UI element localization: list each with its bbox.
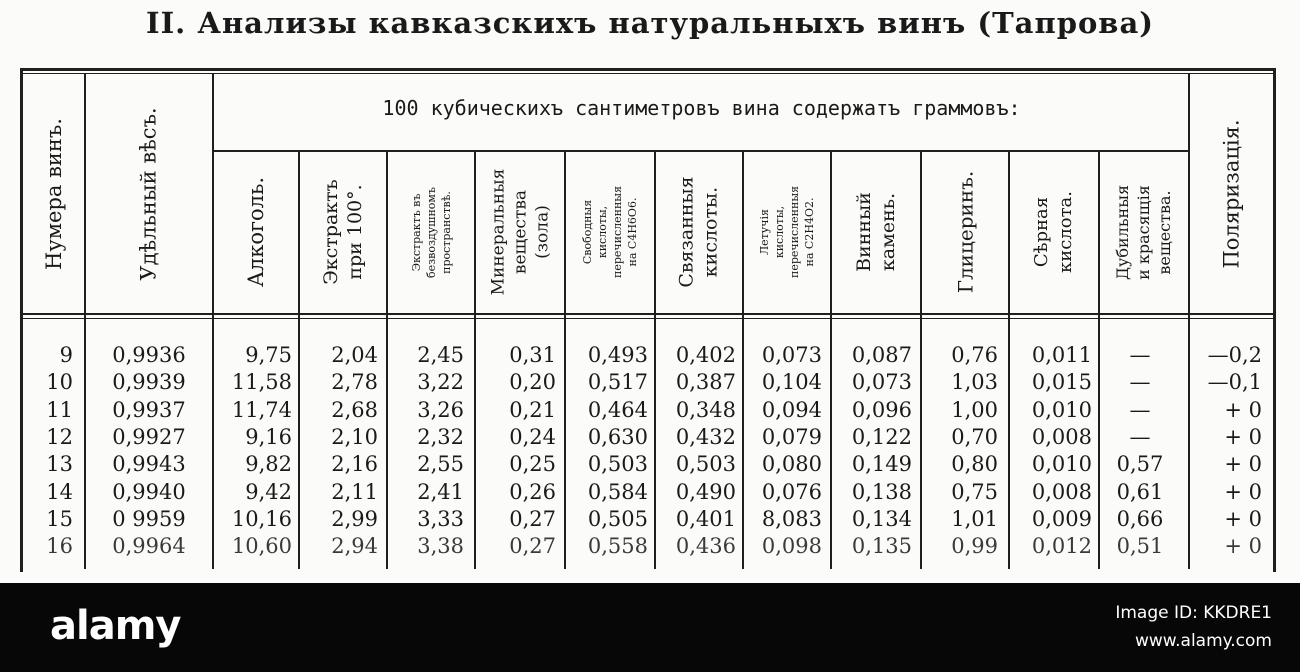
- table-cell-ash: 0,21: [509, 397, 556, 422]
- col-header-mineral-ash: [476, 152, 564, 312]
- col-header-volatile-acids-label: Летучія кислоты, перечисленныя на C2H4O2.: [758, 185, 816, 278]
- table-cell-sulf: 0,011: [1031, 343, 1092, 367]
- table-cell-boundacid: 0,503: [675, 452, 736, 477]
- table-cell-boundacid: 0,436: [675, 534, 736, 559]
- col-header-bound-acids: [656, 152, 742, 312]
- col-header-sulfuric-acid: [1010, 152, 1098, 312]
- table-cell-freeacid: 0,558: [587, 534, 648, 559]
- col-header-glycerin: [922, 152, 1008, 312]
- table-cell-ash: 0,27: [509, 534, 556, 559]
- table-cell-sulf: 0,008: [1031, 424, 1092, 449]
- table-cell-freeacid: 0,493: [587, 343, 648, 367]
- page-title: II. Анализы кавказскихъ натуральныхъ винъ (Тапрова): [146, 6, 1154, 40]
- table-cell-spec: 0,9964: [112, 534, 186, 559]
- table-cell-tartar: 0,138: [851, 479, 912, 504]
- table-cell-ext100: 2,11: [331, 479, 378, 504]
- table-cell-extvac: 3,22: [417, 370, 464, 395]
- table-cell-boundacid: 0,490: [675, 479, 736, 504]
- table-cell-spec: 0,9937: [112, 397, 186, 422]
- table-cell-tartar: 0,087: [851, 343, 912, 367]
- col-header-extract-100: [300, 152, 386, 312]
- table-cell-boundacid: 0,348: [675, 397, 736, 422]
- table-cell-polar: + 0: [1224, 452, 1262, 477]
- table-cell-num: 9: [59, 343, 73, 367]
- table-cell-num: 14: [46, 479, 73, 504]
- table-cell-sulf: 0,009: [1031, 506, 1092, 531]
- table-cell-polar: —0,2: [1207, 343, 1262, 367]
- table-cell-freeacid: 0,505: [587, 506, 648, 531]
- table-cell-spec: 0,9936: [112, 343, 186, 367]
- table-cell-tartar: 0,149: [851, 452, 912, 477]
- table-cell-ext100: 2,94: [331, 534, 378, 559]
- table-cell-tann: 0,66: [1116, 506, 1164, 531]
- col-header-specific-gravity: [86, 76, 212, 312]
- table-cell-polar: —0,1: [1207, 370, 1262, 395]
- table-cell-volacid: 0,094: [761, 397, 822, 422]
- table-cell-alc: 10,16: [231, 506, 292, 531]
- table-cell-glyc: 0,76: [951, 343, 998, 367]
- table-cell-volacid: 0,073: [761, 343, 822, 367]
- col-header-free-acids-label: Свободныя кислоты, перечисленныя на C4H6O6.: [581, 185, 640, 279]
- table-cell-volacid: 8,083: [761, 506, 822, 531]
- table-cell-extvac: 2,32: [417, 424, 464, 449]
- table-cell-glyc: 0,80: [951, 452, 998, 477]
- col-header-number: [23, 76, 84, 312]
- table-cell-sulf: 0,015: [1031, 370, 1092, 395]
- table-cell-ext100: 2,68: [331, 397, 378, 422]
- table-cell-tann: —: [1129, 343, 1151, 367]
- group-header: 100 кубическихъ сантиметровъ вина содержатъ граммовъ:: [382, 96, 1021, 120]
- table-cell-volacid: 0,080: [761, 452, 822, 477]
- table-cell-glyc: 0,99: [951, 534, 998, 559]
- table-cell-freeacid: 0,630: [587, 424, 648, 449]
- table-cell-extvac: 3,26: [417, 397, 464, 422]
- col-header-alcohol-label: Алкоголь.: [244, 176, 269, 288]
- table-cell-polar: + 0: [1224, 506, 1262, 531]
- table-cell-polar: + 0: [1224, 479, 1262, 504]
- table-cell-boundacid: 0,387: [675, 370, 736, 395]
- table-cell-freeacid: 0,503: [587, 452, 648, 477]
- watermark-url: www.alamy.com: [1134, 631, 1272, 651]
- table-cell-boundacid: 0,432: [675, 424, 736, 449]
- table-cell-extvac: 2,55: [417, 452, 464, 477]
- table-cell-spec: 0,9943: [112, 452, 186, 477]
- table-cell-extvac: 2,41: [417, 479, 464, 504]
- table-cell-num: 15: [46, 506, 73, 531]
- col-header-extract-vacuum: [388, 152, 474, 312]
- table-cell-ash: 0,31: [509, 343, 556, 367]
- table-cell-alc: 11,58: [231, 370, 292, 395]
- table-cell-alc: 10,60: [231, 534, 292, 559]
- table-cell-tann: 0,51: [1116, 534, 1164, 559]
- table-cell-sulf: 0,012: [1031, 534, 1092, 559]
- col-header-tannins: [1100, 152, 1188, 312]
- table-cell-glyc: 0,70: [951, 424, 998, 449]
- table-cell-num: 16: [46, 534, 73, 559]
- table-cell-polar: + 0: [1224, 424, 1262, 449]
- col-header-sulfuric-acid-label: Сѣрная кислота.: [1031, 191, 1076, 274]
- table-cell-spec: 0,9939: [112, 370, 186, 395]
- table-cell-num: 11: [46, 397, 73, 422]
- header-bottom-border: [20, 313, 1276, 315]
- col-header-mineral-ash-label: Минеральныя вещества (зола): [488, 168, 553, 296]
- table-cell-ash: 0,27: [509, 506, 556, 531]
- table-top-border-thin: [20, 73, 1276, 74]
- table-cell-glyc: 1,00: [951, 397, 998, 422]
- table-cell-tann: —: [1129, 370, 1151, 395]
- table-cell-tartar: 0,134: [851, 506, 912, 531]
- col-header-polarization: [1190, 76, 1273, 312]
- table-cell-tartar: 0,122: [851, 424, 912, 449]
- col-header-extract-100-label: Экстрактъ при 100°.: [320, 179, 366, 285]
- table-cell-alc: 9,82: [245, 452, 292, 477]
- table-cell-ext100: 2,99: [331, 506, 378, 531]
- table-cell-sulf: 0,008: [1031, 479, 1092, 504]
- table-cell-tann: 0,57: [1116, 452, 1164, 477]
- col-header-alcohol: [214, 152, 298, 312]
- table-cell-tartar: 0,073: [851, 370, 912, 395]
- table-cell-ash: 0,26: [509, 479, 556, 504]
- header-bottom-border-thin: [20, 318, 1276, 319]
- table-cell-tann: —: [1129, 397, 1151, 422]
- table-cell-glyc: 1,01: [951, 506, 998, 531]
- table-cell-tann: —: [1129, 424, 1151, 449]
- table-cell-freeacid: 0,584: [587, 479, 648, 504]
- table-cell-sulf: 0,010: [1031, 397, 1092, 422]
- table-cell-polar: + 0: [1224, 397, 1262, 422]
- col-header-glycerin-label: Глицеринъ.: [953, 170, 977, 294]
- table-cell-glyc: 1,03: [951, 370, 998, 395]
- col-header-volatile-acids: [744, 152, 830, 312]
- table-cell-alc: 9,75: [245, 343, 292, 367]
- table-cell-alc: 11,74: [231, 397, 292, 422]
- table-cell-ext100: 2,10: [331, 424, 378, 449]
- table-cell-polar: + 0: [1224, 534, 1262, 559]
- table-right-border: [1273, 68, 1276, 572]
- table-cell-spec: 0,9940: [112, 479, 186, 504]
- col-header-number-label: Нумера винъ.: [41, 118, 66, 270]
- table-cell-num: 10: [46, 370, 73, 395]
- col-header-bound-acids-label: Связанныя кислоты.: [676, 176, 723, 288]
- table-cell-volacid: 0,079: [761, 424, 822, 449]
- table-cell-freeacid: 0,517: [587, 370, 648, 395]
- col-header-specific-gravity-label: Удѣльный вѣсъ.: [137, 107, 161, 281]
- col-header-polarization-label: Поляризація.: [1219, 119, 1244, 269]
- table-cell-boundacid: 0,401: [675, 506, 736, 531]
- watermark-banner: [0, 583, 1300, 672]
- table-cell-boundacid: 0,402: [675, 343, 736, 367]
- table-cell-extvac: 2,45: [417, 343, 464, 367]
- table-cell-ext100: 2,16: [331, 452, 378, 477]
- table-cell-num: 12: [46, 424, 73, 449]
- table-cell-volacid: 0,104: [761, 370, 822, 395]
- table-cell-num: 13: [46, 452, 73, 477]
- table-cell-ash: 0,24: [509, 424, 556, 449]
- watermark-image-id: Image ID: KKDRE1: [1115, 603, 1272, 623]
- col-header-tannins-label: Дубильныя и красящія вещества.: [1113, 184, 1175, 280]
- table-cell-alc: 9,42: [245, 479, 292, 504]
- table-cell-tartar: 0,135: [851, 534, 912, 559]
- table-cell-extvac: 3,33: [417, 506, 464, 531]
- col-header-tartar-label: Винный камень.: [853, 192, 899, 272]
- table-cell-ext100: 2,04: [331, 343, 378, 367]
- table-top-border: [20, 68, 1276, 71]
- table-cell-freeacid: 0,464: [587, 397, 648, 422]
- table-cell-volacid: 0,076: [761, 479, 822, 504]
- table-cell-ash: 0,20: [509, 370, 556, 395]
- col-header-extract-vacuum-label: Экстрактъ въ безвоздушномъ пространствѣ.: [409, 186, 453, 278]
- watermark-logo: alamy: [50, 603, 181, 649]
- table-cell-sulf: 0,010: [1031, 452, 1092, 477]
- table-cell-tartar: 0,096: [851, 397, 912, 422]
- table-cell-ash: 0,25: [509, 452, 556, 477]
- col-header-tartar: [832, 152, 920, 312]
- table-cell-extvac: 3,38: [417, 534, 464, 559]
- table-cell-spec: 0 9959: [112, 506, 186, 531]
- table-cell-volacid: 0,098: [761, 534, 822, 559]
- table-cell-ext100: 2,78: [331, 370, 378, 395]
- table-cell-spec: 0,9927: [112, 424, 186, 449]
- table-cell-glyc: 0,75: [951, 479, 998, 504]
- table-cell-alc: 9,16: [245, 424, 292, 449]
- col-header-free-acids: [566, 152, 654, 312]
- table-cell-tann: 0,61: [1116, 479, 1164, 504]
